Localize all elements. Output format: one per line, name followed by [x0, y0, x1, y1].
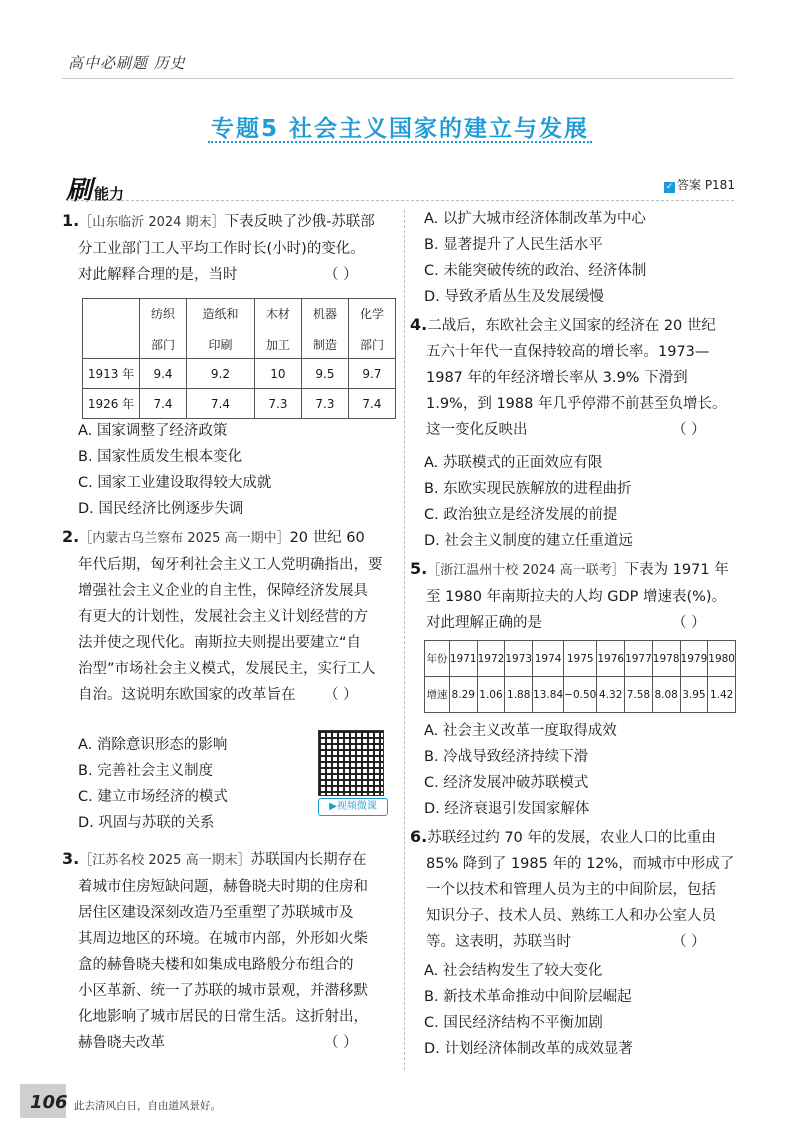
option-b[interactable]: B. 国家性质发生根本变化 [78, 449, 243, 465]
option-c[interactable]: C. 政治独立是经济发展的前提 [424, 507, 618, 523]
table-cell: 8.29 [449, 677, 477, 713]
option-a[interactable]: A. 苏联模式的正面效应有限 [424, 455, 603, 471]
question-line: 有更大的计划性，发展社会主义计划经营的方 [78, 609, 368, 625]
question-number: 6. [410, 827, 428, 846]
table-header: 木材 [265, 306, 290, 321]
answer-paren[interactable]: （ ） [324, 267, 358, 283]
table-row [425, 677, 736, 713]
column-divider [404, 210, 405, 1070]
table-corner [83, 299, 140, 359]
question-line: 化地影响了城市居民的日常生活。这折射出， [78, 1009, 368, 1025]
table-cell: 1973 [505, 641, 533, 677]
question-line: 盒的赫鲁晓夫楼和如集成电路般分布组合的 [78, 957, 354, 973]
options-q3 [424, 206, 646, 310]
table-cell: 1977 [625, 641, 653, 677]
table-cell: 7.4 [140, 389, 187, 419]
table-header: 加工 [265, 337, 290, 352]
option-b[interactable]: B. 东欧实现民族解放的进程曲折 [424, 481, 632, 497]
table-cell: 1978 [652, 641, 680, 677]
question-line: 自治。这说明东欧国家的改革旨在 [78, 687, 296, 703]
question-number: 1. [62, 211, 80, 230]
question-line: 法并使之现代化。南斯拉夫则提出要建立“自 [78, 635, 362, 651]
question-number: 4. [410, 315, 428, 334]
table-cell: 10 [254, 359, 301, 389]
option-a[interactable]: A. 以扩大城市经济体制改革为中心 [424, 211, 646, 227]
table-cell: 4.32 [597, 677, 625, 713]
table-row-label: 增速 [425, 677, 450, 713]
check-icon: ✓ [665, 182, 674, 192]
question-line: 1.9%，到 1988 年几乎停滞不前甚至负增长。 [426, 396, 727, 412]
option-d[interactable]: D. 巩固与苏联的关系 [78, 815, 215, 831]
section-divider [66, 200, 734, 201]
option-c[interactable]: C. 未能突破传统的政治、经济体制 [424, 263, 647, 279]
topic-title: 专题5 社会主义国家的建立与发展 [210, 116, 589, 142]
topic-underline [208, 141, 592, 143]
question-number: 5. [410, 559, 428, 578]
table-cell: 7.3 [254, 389, 301, 419]
table-cell: 1975 [564, 641, 597, 677]
question-number: 3. [62, 849, 80, 868]
question-number: 2. [62, 527, 80, 546]
option-d[interactable]: D. 导致矛盾丛生及发展缓慢 [424, 289, 604, 305]
option-d[interactable]: D. 国民经济比例逐步失调 [78, 501, 244, 517]
question-line: 对此解释合理的是，当时 [78, 267, 238, 283]
qr-code-icon[interactable] [318, 730, 384, 796]
table-row [83, 389, 396, 419]
table-cell: 8.08 [652, 677, 680, 713]
answer-paren[interactable]: （ ） [324, 687, 358, 703]
book-title: 高中必刷题 历史 [68, 54, 186, 72]
option-b[interactable]: B. 显著提升了人民生活水平 [424, 237, 603, 253]
question-source: ［山东临沂 2024 期末］ [79, 215, 225, 230]
table-row [425, 641, 736, 677]
table-cell: 7.3 [301, 389, 348, 419]
options-q5 [424, 718, 617, 822]
table-cell: 1.88 [505, 677, 533, 713]
question-line: 五六十年代一直保持较高的增长率。1973— [426, 344, 710, 360]
option-d[interactable]: D. 经济衰退引发国家解体 [424, 801, 590, 817]
table-cell: 9.5 [301, 359, 348, 389]
table-cell: 7.4 [187, 389, 255, 419]
answer-paren[interactable]: （ ） [324, 1035, 358, 1051]
table-cell: 9.2 [187, 359, 255, 389]
question-line: 85% 降到了 1985 年的 12%，而城市中形成了 [426, 856, 735, 872]
table-cell: 1.06 [477, 677, 505, 713]
page-number: 106 [30, 1092, 68, 1113]
options-q4 [424, 450, 633, 554]
answer-paren[interactable]: （ ） [672, 422, 706, 438]
answer-ref-text: 答案 P181 [677, 178, 735, 192]
table-cell: 7.58 [625, 677, 653, 713]
question-line: 年代后期，匈牙利社会主义工人党明确指出，要 [78, 557, 383, 573]
question-line: 1987 年的年经济增长率从 3.9% 下滑到 [426, 370, 688, 386]
section-tag-small: 能力 [94, 185, 125, 203]
table-header: 纺织 [151, 306, 176, 321]
option-c[interactable]: C. 经济发展冲破苏联模式 [424, 775, 589, 791]
answer-paren[interactable]: （ ） [672, 934, 706, 950]
options-q1 [78, 418, 271, 522]
table-header: 机器 [312, 306, 337, 321]
question-3 [62, 846, 396, 1056]
option-a[interactable]: A. 社会结构发生了较大变化 [424, 963, 603, 979]
option-c[interactable]: C. 国民经济结构不平衡加剧 [424, 1015, 603, 1031]
question-4 [410, 312, 740, 443]
option-c[interactable]: C. 国家工业建设取得较大成就 [78, 475, 272, 491]
section-tag-big: 刷 [66, 176, 93, 206]
table-cell: 1971 [449, 641, 477, 677]
question-line: 苏联国内长期存在 [250, 852, 367, 868]
answer-paren[interactable]: （ ） [672, 615, 706, 631]
table-cell: 1976 [597, 641, 625, 677]
question-line: 这一变化反映出 [426, 422, 528, 438]
table-cell: 9.7 [348, 359, 395, 389]
question-line: 二战后，东欧社会主义国家的经济在 20 世纪 [427, 318, 716, 334]
table-cell: 3.95 [680, 677, 708, 713]
question-line: 着城市住房短缺问题，赫鲁晓夫时期的住房和 [78, 879, 368, 895]
option-b[interactable]: B. 冷战导致经济持续下滑 [424, 749, 589, 765]
option-a[interactable]: A. 国家调整了经济政策 [78, 423, 228, 439]
question-line: 20 世纪 60 [289, 530, 365, 546]
table-cell: 1980 [708, 641, 736, 677]
question-line: 增强社会主义企业的自主性，保障经济发展具 [78, 583, 368, 599]
video-lesson-button[interactable]: ▶视频微课 [318, 798, 388, 816]
table-cell: 1913 年 [83, 359, 140, 389]
option-b[interactable]: B. 完善社会主义制度 [78, 763, 214, 779]
question-source: ［浙江温州十校 2024 高一联考］ [427, 563, 625, 578]
table-header: 造纸和 [202, 306, 239, 321]
options-q6 [424, 958, 633, 1062]
question-line: 居住区建设深刻改造乃至重塑了苏联城市及 [78, 905, 354, 921]
table-cell: 13.84 [533, 677, 564, 713]
question-line: 赫鲁晓夫改革 [78, 1035, 165, 1051]
table-cell: 1.42 [708, 677, 736, 713]
options-q2 [78, 732, 228, 836]
table-cell: −0.50 [564, 677, 597, 713]
table-header: 制造 [312, 337, 337, 352]
table-header: 化学 [359, 306, 384, 321]
table-header: 印刷 [208, 337, 233, 352]
table-row [83, 359, 396, 389]
question-6 [410, 824, 740, 955]
table-header: 部门 [151, 337, 176, 352]
question-line: 知识分子、技术人员、熟练工人和办公室人员 [426, 908, 716, 924]
question-line: 等。这表明，苏联当时 [426, 934, 571, 950]
question-line: 治型”市场社会主义模式，发展民主，实行工人 [78, 661, 376, 677]
table-cell: 1972 [477, 641, 505, 677]
answer-reference[interactable] [664, 176, 735, 193]
question-line: 至 1980 年南斯拉夫的人均 GDP 增速表(%)。 [426, 589, 727, 605]
question-source: ［内蒙古乌兰察布 2025 高一期中］ [79, 531, 290, 546]
option-a[interactable]: A. 社会主义改革一度取得成效 [424, 723, 617, 739]
footer-motto: 此去清风白日，自由道风景好。 [74, 1100, 221, 1112]
table-cell: 1974 [533, 641, 564, 677]
question-line: 一个以技术和管理人员为主的中间阶层，包括 [426, 882, 716, 898]
question-2 [62, 524, 396, 708]
question-5 [410, 556, 740, 636]
option-d[interactable]: D. 社会主义制度的建立任重道远 [424, 533, 633, 549]
table-cell: 9.4 [140, 359, 187, 389]
question-line: 分工业部门工人平均工作时长(小时)的变化。 [78, 241, 365, 257]
table-cell: 7.4 [348, 389, 395, 419]
work-hours-table [82, 298, 396, 419]
option-a[interactable]: A. 消除意识形态的影响 [78, 737, 228, 753]
question-1 [62, 208, 396, 288]
question-line: 对此理解正确的是 [426, 615, 542, 631]
table-cell: 1979 [680, 641, 708, 677]
header-divider [62, 78, 734, 79]
table-header: 部门 [359, 337, 384, 352]
question-line: 下表反映了沙俄-苏联部 [224, 214, 375, 230]
gdp-growth-table [424, 640, 736, 713]
option-d[interactable]: D. 计划经济体制改革的成效显著 [424, 1041, 633, 1057]
question-line: 苏联经过约 70 年的发展，农业人口的比重由 [427, 830, 716, 846]
option-b[interactable]: B. 新技术革命推动中间阶层崛起 [424, 989, 632, 1005]
section-tag [66, 170, 124, 207]
question-line: 其周边地区的环境。在城市内部，外形如火柴 [78, 931, 368, 947]
question-source: ［江苏名校 2025 高一期末］ [79, 853, 251, 868]
question-line: 小区革新、统一了苏联的城市景观，并潜移默 [78, 983, 368, 999]
question-line: 下表为 1971 年 [624, 562, 729, 578]
option-c[interactable]: C. 建立市场经济的模式 [78, 789, 228, 805]
table-row-label: 年份 [425, 641, 450, 677]
table-cell: 1926 年 [83, 389, 140, 419]
